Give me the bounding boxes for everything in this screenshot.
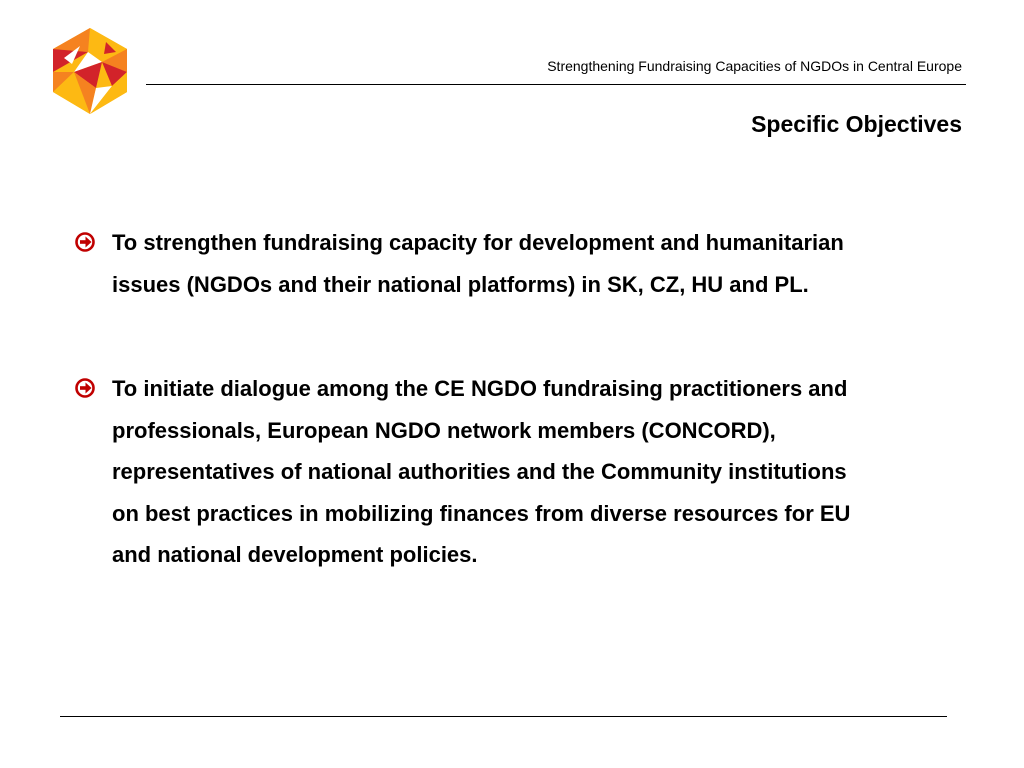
- header-title: Strengthening Fundraising Capacities of NGDOs in Central Europe: [547, 58, 962, 74]
- circled-arrow-bullet-icon: [74, 231, 96, 253]
- circled-arrow-bullet-icon: [74, 377, 96, 399]
- objective-line: professionals, European NGDO network members (CONCORD),: [112, 417, 776, 443]
- objective-line: representatives of national authorities and the Community institutions: [112, 459, 847, 484]
- objective-line: issues (NGDOs and their national platforms) in SK, CZ, HU and PL.: [112, 271, 809, 297]
- objectives-list: [74, 222, 974, 576]
- footer-divider: [60, 716, 947, 717]
- slide-title: Specific Objectives: [751, 111, 962, 137]
- header-divider: [146, 84, 966, 85]
- objective-line: on best practices in mobilizing finances from diverse resources for EU: [112, 500, 851, 526]
- objective-line: To strengthen fundraising capacity for development and humanitarian: [112, 230, 844, 255]
- objective-bullet: [74, 222, 974, 305]
- objective-line: and national development policies.: [112, 542, 478, 567]
- objective-line: To initiate dialogue among the CE NGDO fundraising practitioners and: [112, 376, 848, 401]
- organization-logo-icon: [50, 28, 130, 114]
- objective-bullet: [74, 368, 974, 576]
